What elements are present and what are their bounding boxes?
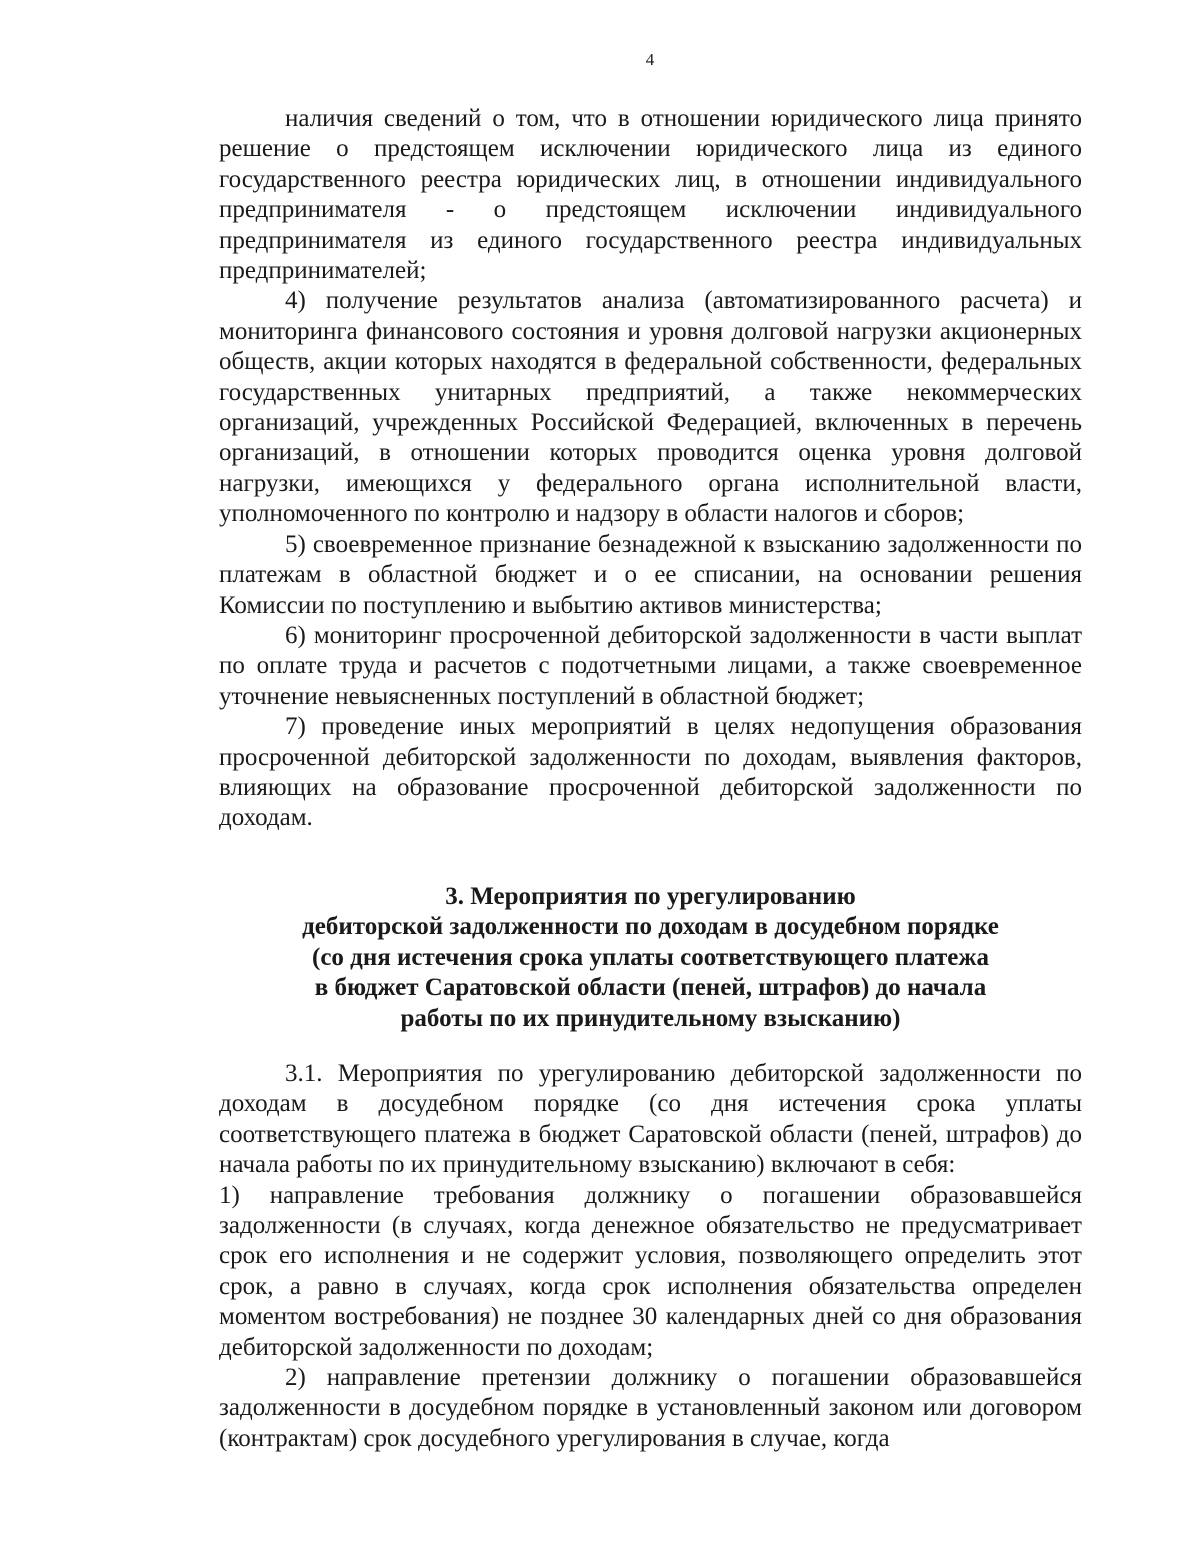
paragraph-item-7: 7) проведение иных мероприятий в целях недопущения образования просроченной дебиторской задолженности по доходам, выявления факторов, влияющих на образование просроченной дебиторской задолженности по доходам. xyxy=(219,713,1082,832)
section-heading-line: дебиторской задолженности по доходам в досудебном порядке xyxy=(302,913,999,941)
section-heading-line: (со дня истечения срока уплаты соответствующего платежа xyxy=(312,943,989,971)
section-heading-line: 3. Мероприятия по урегулированию xyxy=(445,883,856,910)
section-heading-line: работы по их принудительному взысканию) xyxy=(400,1004,901,1032)
paragraph-continuation: наличия сведений о том, что в отношении юридического лица принято решение о предстоящем исключении юридического лица из единого государственного реестра юридических лиц, в отношении индивидуального предпринимателя - о предстоящем исключении индивидуального предпринимателя из единого государственного реестра индивидуальных предпринимателей; xyxy=(219,105,1082,285)
page-number: 4 xyxy=(645,50,655,69)
section-heading xyxy=(219,882,1082,1034)
paragraph-item-2: 2) направление претензии должнику о погашении образовавшейся задолженности в досудебном порядке в установленный законом или договором (контрактам) срок досудебного урегулирования в случае, когда xyxy=(219,1364,1082,1452)
paragraph-3-1: 3.1. Мероприятия по урегулированию дебиторской задолженности по доходам в досудебном порядке (со дня истечения срока уплаты соответствующего платежа в бюджет Саратовской области (пеней, штрафов) до начала работы по их принудительному взысканию) включают в себя: xyxy=(219,1060,1082,1179)
bottom-text-block xyxy=(219,1059,1082,1454)
paragraph-item-4: 4) получение результатов анализа (автоматизированного расчета) и мониторинга финансового состояния и уровня долговой нагрузки акционерных обществ, акции которых находятся в федеральной собственности, федеральных государственных унитарных предприятий, а также некоммерческих организаций, учрежденных Российской Федерацией, включенных в перечень организаций, в отношении которых проводится оценка уровня долговой нагрузки, имеющихся у федерального органа исполнительной власти, уполномоченного по контролю и надзору в области налогов и сборов; xyxy=(219,287,1082,528)
paragraph-item-1: 1) направление требования должнику о погашении образовавшейся задолженности (в случаях, когда денежное обязательство не предусматривает срок его исполнения и не содержит условия, позволяющего определить этот срок, а равно в случаях, когда срок исполнения обязательства определен моментом востребования) не позднее 30 календарных дней со дня образования дебиторской задолженности по доходам; xyxy=(219,1181,1082,1361)
paragraph-item-6: 6) мониторинг просроченной дебиторской задолженности в части выплат по оплате труда и расчетов с подотчетными лицами, а также своевременное уточнение невыясненных поступлений в областной бюджет; xyxy=(219,621,1082,710)
section-heading-line: в бюджет Саратовской области (пеней, штрафов) до начала xyxy=(314,974,987,1002)
top-text-block xyxy=(219,104,1082,834)
paragraph-item-5: 5) своевременное признание безнадежной к взысканию задолженности по платежам в областной бюджет и о ее списании, на основании решения Комиссии по поступлению и выбытию активов министерства; xyxy=(219,530,1082,619)
